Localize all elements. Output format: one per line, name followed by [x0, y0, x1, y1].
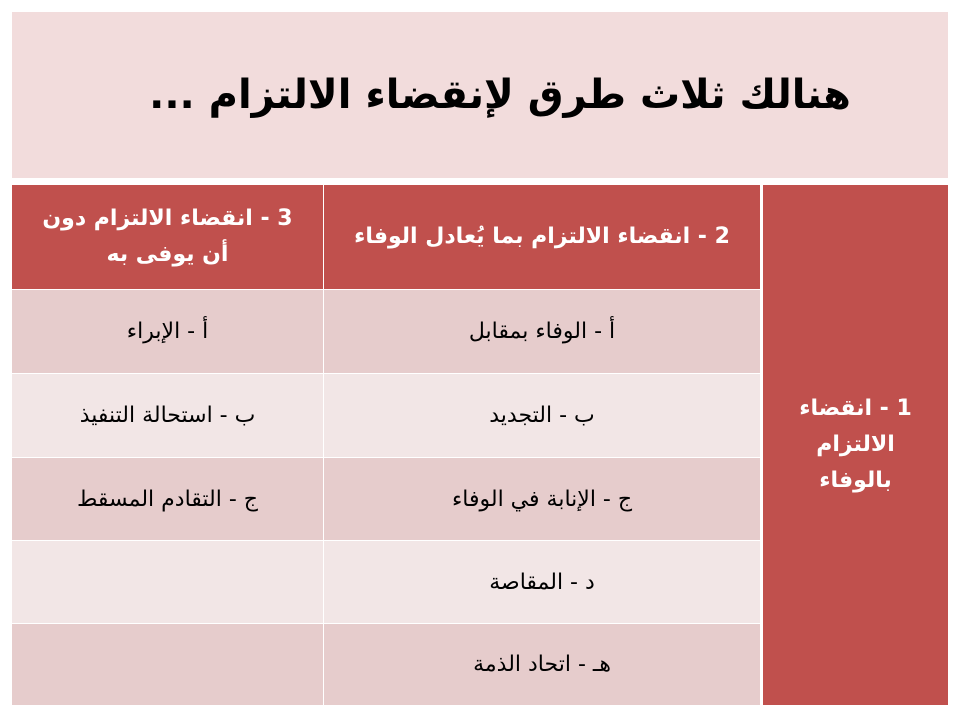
method-2-item-5: هـ - اتحاد الذمة — [324, 623, 760, 705]
header-method-2: 2 - انقضاء الالتزام بما يُعادل الوفاء — [324, 185, 760, 289]
header-method-1: 1 - انقضاء الالتزام بالوفاء — [760, 185, 948, 705]
method-3-item-1: أ - الإبراء — [12, 289, 324, 373]
slide-title: هنالك ثلاث طرق لإنقضاء الالتزام ... — [149, 72, 851, 118]
method-2-item-2: ب - التجديد — [324, 373, 760, 457]
method-2-item-4: د - المقاصة — [324, 540, 760, 623]
method-2-item-1: أ - الوفاء بمقابل — [324, 289, 760, 373]
method-3-item-4 — [12, 540, 324, 623]
method-3-item-2: ب - استحالة التنفيذ — [12, 373, 324, 457]
header-method-3: 3 - انقضاء الالتزام دون أن يوفى به — [12, 185, 324, 289]
method-3-item-3: ج - التقادم المسقط — [12, 457, 324, 540]
method-3-item-5 — [12, 623, 324, 705]
methods-table — [12, 185, 948, 705]
method-2-item-3: ج - الإنابة في الوفاء — [324, 457, 760, 540]
title-band — [12, 12, 948, 178]
